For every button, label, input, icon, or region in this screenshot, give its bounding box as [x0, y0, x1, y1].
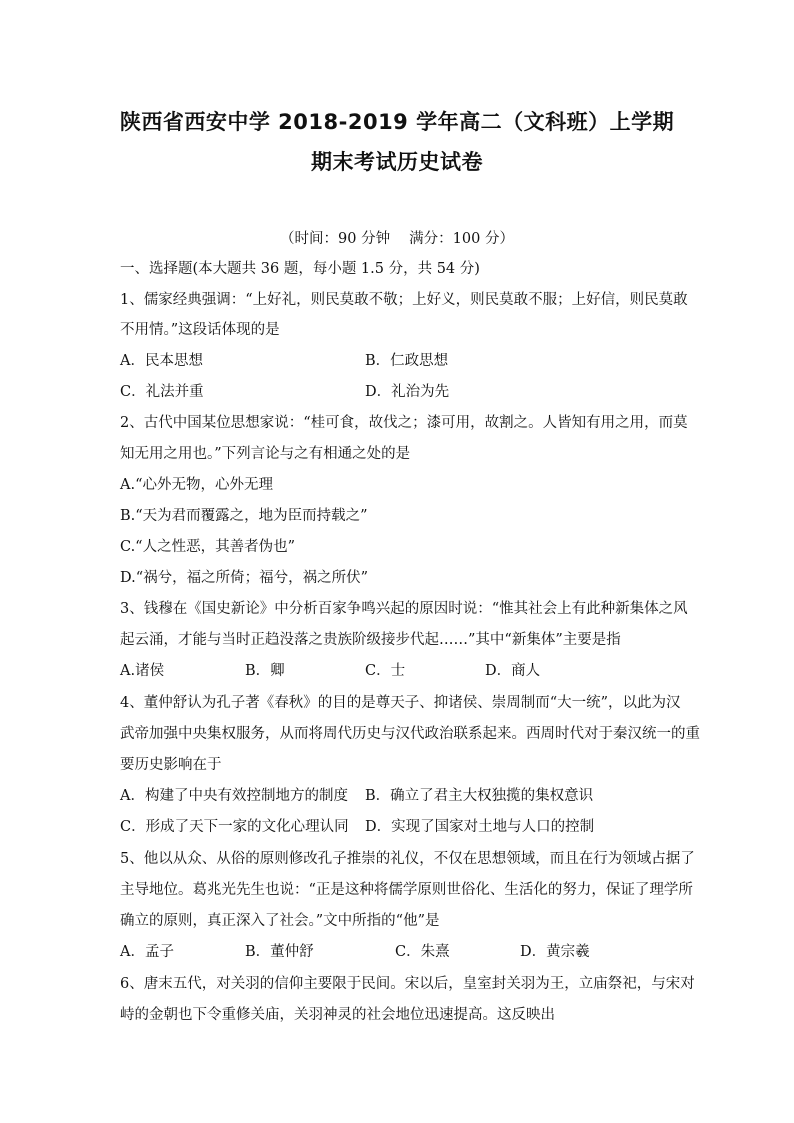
- q1-option-b: B．仁政思想: [365, 353, 449, 369]
- exam-title-line1: 陕西省西安中学 2018-2019 学年高二（文科班）上学期: [119, 110, 675, 134]
- q1-stem-line2: 不用情。”这段话体现的是: [120, 322, 280, 338]
- q5-stem-line1: 5、他以从众、从俗的原则修改孔子推崇的礼仪，不仅在思想领域，而且在行为领域占据了: [120, 851, 695, 867]
- exam-title-line2: 期末考试历史试卷: [311, 150, 483, 174]
- q2-stem-line1: 2、古代中国某位思想家说：“桂可食，故伐之；漆可用，故割之。人皆知有用之用，而莫: [120, 415, 688, 431]
- q1-option-a: A．民本思想: [120, 353, 203, 369]
- q4-option-c: C．形成了天下一家的文化心理认同: [120, 819, 349, 835]
- q5-stem-line3: 确立的原则，真正深入了社会。”文中所指的“他”是: [120, 913, 440, 929]
- q4-option-b: B．确立了君主大权独揽的集权意识: [365, 788, 594, 804]
- q3-option-c: C．士: [365, 663, 406, 679]
- q3-option-a: A.诸侯: [120, 663, 165, 679]
- q3-option-b: B．卿: [245, 663, 285, 679]
- q5-stem-line2: 主导地位。葛兆光先生也说：“正是这种将儒学原则世俗化、生活化的努力，保证了理学所: [120, 882, 693, 898]
- q1-stem-line1: 1、儒家经典强调：“上好礼，则民莫敢不敬；上好义，则民莫敢不服；上好信，则民莫敢: [120, 292, 688, 308]
- q4-option-a: A．构建了中央有效控制地方的制度: [120, 788, 348, 804]
- q2-option-c: C.“人之性恶，其善者伪也”: [120, 539, 296, 555]
- q4-stem-line2: 武帝加强中央集权服务，从而将周代历史与汉代政治联系起来。西周时代对于秦汉统一的重: [120, 726, 700, 742]
- q5-option-b: B．董仲舒: [245, 944, 314, 960]
- q2-option-a: A.“心外无物，心外无理: [120, 477, 273, 493]
- q4-stem-line3: 要历史影响在于: [120, 757, 222, 773]
- q2-stem-line2: 知无用之用也。”下列言论与之有相通之处的是: [120, 446, 411, 462]
- q5-option-c: C．朱熹: [395, 944, 450, 960]
- q1-option-c: C．礼法并重: [120, 384, 204, 400]
- q3-option-d: D．商人: [485, 663, 541, 679]
- q3-stem-line2: 起云涌，才能与当时正趋没落之贵族阶级接步代起……”其中“新集体”主要是指: [120, 632, 621, 648]
- q1-option-d: D．礼治为先: [365, 384, 450, 400]
- q2-option-d: D.“祸兮，福之所倚；福兮，祸之所伏”: [120, 570, 369, 586]
- q4-stem-line1: 4、董仲舒认为孔子著《春秋》的目的是尊天子、抑诸侯、崇周制而“大一统”，以此为汉: [120, 695, 681, 711]
- q3-stem-line1: 3、钱穆在《国史新论》中分析百家争鸣兴起的原因时说：“惟其社会上有此种新集体之风: [120, 601, 688, 617]
- exam-info: （时间：90 分钟 满分：100 分）: [280, 231, 514, 247]
- section-header: 一、选择题(本大题共 36 题，每小题 1.5 分，共 54 分): [120, 261, 480, 277]
- q5-option-d: D．黄宗羲: [520, 944, 590, 960]
- q5-option-a: A．孟子: [120, 944, 174, 960]
- q6-stem-line2: 峙的金朝也下令重修关庙，关羽神灵的社会地位迅速提高。这反映出: [120, 1007, 555, 1023]
- q4-option-d: D．实现了国家对土地与人口的控制: [365, 819, 595, 835]
- q2-option-b: B.“天为君而覆露之，地为臣而持载之”: [120, 508, 368, 524]
- q6-stem-line1: 6、唐末五代，对关羽的信仰主要限于民间。宋以后，皇室封关羽为王，立庙祭祀，与宋对: [120, 976, 695, 992]
